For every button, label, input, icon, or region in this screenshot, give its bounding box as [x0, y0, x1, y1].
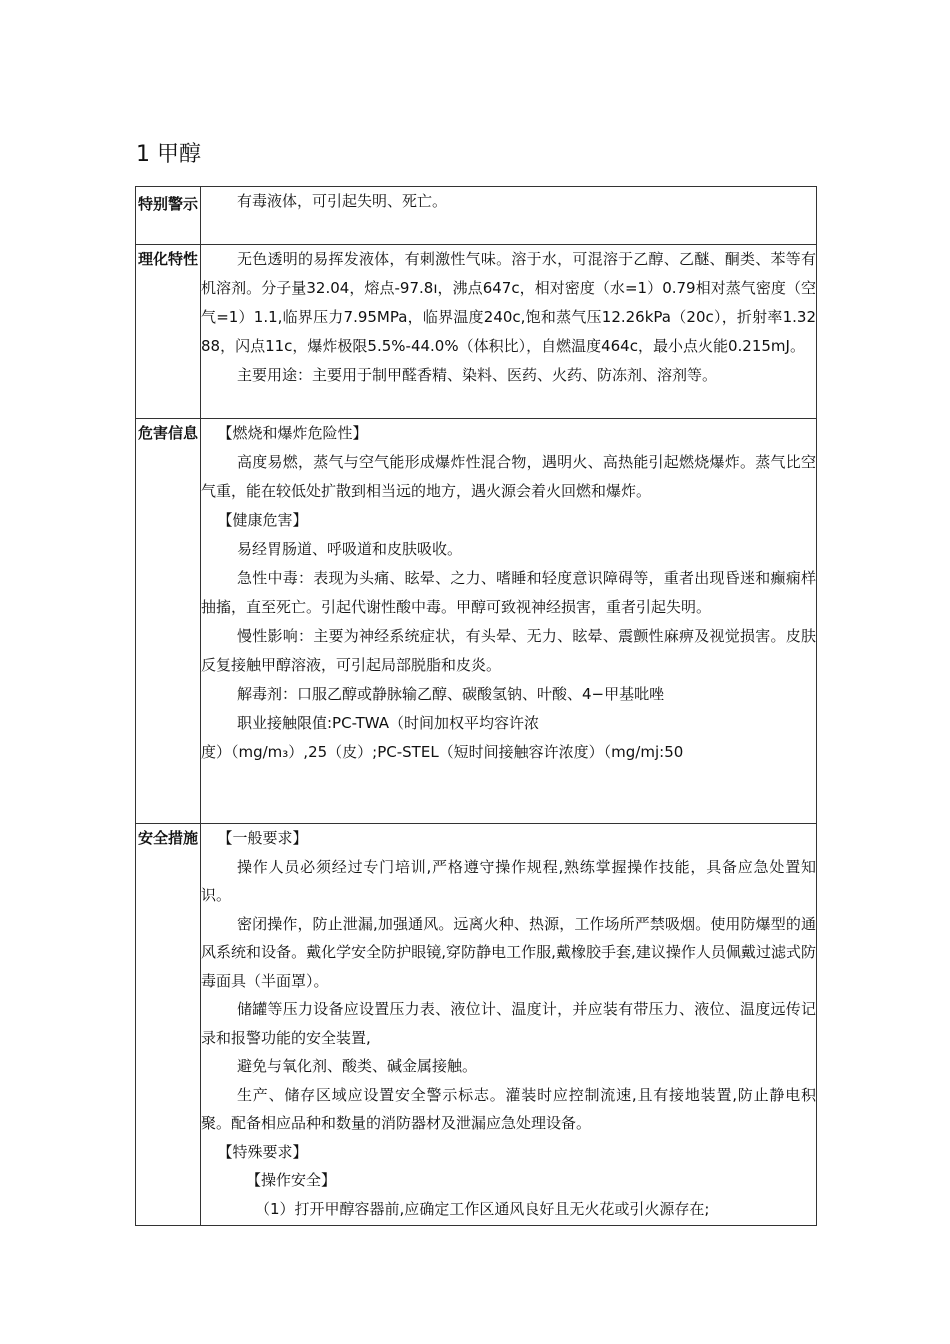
safety-operation-item-1: （1）打开甲醇容器前,应确定工作区通风良好且无火花或引火源存在;: [255, 1199, 710, 1218]
safety-training: 操作人员必须经过专门培训,严格遵守操作规程,熟练掌握操作技能，具备应急处置知识。: [201, 857, 816, 904]
row-label-warning: 特别警示: [136, 187, 201, 245]
hazard-heading-health: 【健康危害】: [217, 511, 308, 529]
row-label-properties: 理化特性: [136, 245, 201, 419]
page-title: 1 甲醇: [136, 142, 201, 167]
hazard-exposure-limit-1: 职业接触限值:PC-TWA（时间加权平均容许浓: [237, 714, 540, 732]
row-content-properties: [201, 245, 817, 419]
hazard-acute: 急性中毒：表现为头痛、眩晕、之力、嗜睡和轻度意识障碍等，重者出现昏迷和癫痫样抽搐，直至死亡。引起代谢性酸中毒。甲醇可致视神经损害，重者引起失明。: [201, 569, 816, 616]
table-row-warning: [136, 187, 817, 245]
properties-usage: 主要用途：主要用于制甲醛香精、染料、医药、火药、防冻剂、溶剂等。: [237, 366, 718, 384]
hazard-heading-fire: 【燃烧和爆炸危险性】: [217, 424, 368, 442]
msds-table: [135, 186, 817, 1226]
table-row-hazard: [136, 419, 817, 824]
hazard-absorption: 易经胃肠道、呼吸道和皮肤吸收。: [237, 540, 463, 558]
hazard-chronic: 慢性影响：主要为神经系统症状，有头晕、无力、眩晕、震颤性麻痹及视觉损害。皮肤反复接触甲醇溶液，可引起局部脱脂和皮炎。: [201, 627, 816, 674]
table-row-safety: [136, 824, 817, 1226]
hazard-exposure-limit-2: 度）（mg/m₃）,25（皮）;PC-STEL（短时间接触容许浓度）（mg/mj:50: [201, 743, 684, 761]
hazard-antidote: 解毒剂：口服乙醇或静脉输乙醇、碳酸氢钠、叶酸、4−甲基吡唑: [237, 685, 665, 703]
warning-text: 有毒液体，可引起失明、死亡。: [237, 192, 448, 210]
table-row-properties: [136, 245, 817, 419]
safety-pressure-equipment: 储罐等压力设备应设置压力表、液位计、温度计，并应装有带压力、液位、温度远传记录和报警功能的安全装置,: [201, 1000, 816, 1047]
row-label-hazard: 危害信息: [136, 419, 201, 824]
safety-storage-signs: 生产、储存区域应设置安全警示标志。灌装时应控制流速,且有接地装置,防止静电积聚。配备相应品种和数量的消防器材及泄漏应急处理设备。: [201, 1085, 816, 1132]
safety-incompatibles: 避免与氧化剂、酸类、碱金属接触。: [237, 1057, 478, 1075]
safety-heading-operation: 【操作安全】: [246, 1171, 337, 1189]
safety-heading-special: 【特殊要求】: [217, 1142, 308, 1161]
hazard-fire-text: 高度易燃，蒸气与空气能形成爆炸性混合物，遇明火、高热能引起燃烧爆炸。蒸气比空气重，能在较低处扩散到相当远的地方，遇火源会着火回燃和爆炸。: [201, 453, 816, 500]
row-content-hazard: [201, 419, 817, 824]
row-content-safety: [201, 824, 817, 1226]
row-label-safety: 安全措施: [136, 824, 201, 1226]
row-content-warning: [201, 187, 817, 245]
properties-paragraph: 无色透明的易挥发液体，有刺激性气味。溶于水，可混溶于乙醇、乙醚、酮类、苯等有机溶剂。分子量32.04，熔点-97.8ı，沸点647c，相对密度（水=1）0.79相对蒸气密度（空气=1）1.1,临界压力7.95MPa，临界温度240c,饱和蒸气压12.26kPa（20c），折射率1.3288，闪点11c，爆炸极限5.5%-44.0%（体积比），自燃温度464c，最小点火能0.215mJ。: [201, 250, 816, 355]
safety-ventilation: 密闭操作，防止泄漏,加强通风。远离火种、热源，工作场所严禁吸烟。使用防爆型的通风系统和设备。戴化学安全防护眼镜,穿防静电工作服,戴橡胶手套,建议操作人员佩戴过滤式防毒面具（半面罩）。: [201, 914, 816, 990]
safety-heading-general: 【一般要求】: [217, 829, 308, 847]
